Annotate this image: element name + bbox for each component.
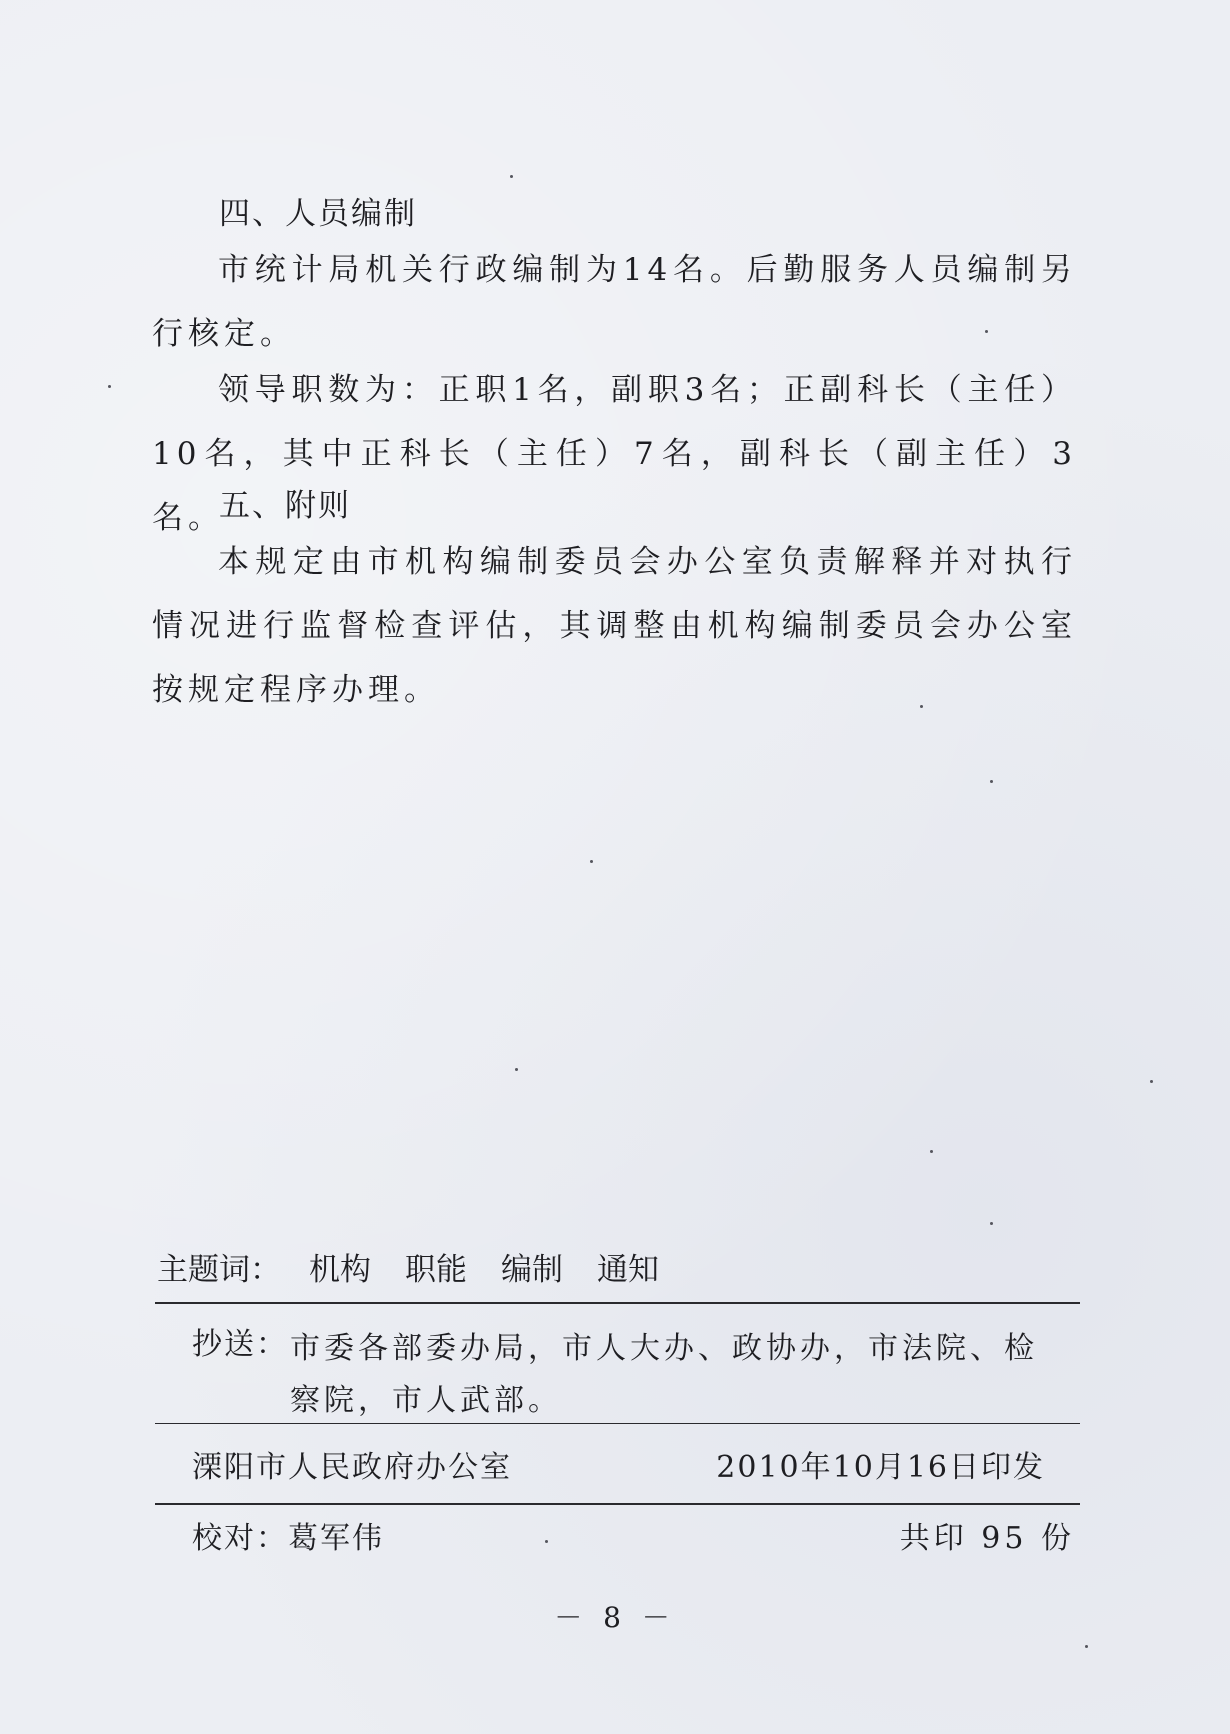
scan-speck — [108, 385, 111, 388]
section-5-paragraph-1: 本规定由市机构编制委员会办公室负责解释并对执行情况进行监督检查评估，其调整由机构编制委员会办公室按规定程序办理。 — [152, 544, 1077, 708]
section-5-heading: 五、附则 — [219, 488, 351, 524]
scan-speck — [545, 1540, 548, 1543]
divider-rule — [155, 1503, 1080, 1505]
issuing-office: 溧阳市人民政府办公室 — [192, 1450, 512, 1485]
section-4-paragraph-2: 领导职数为：正职1名，副职3名；正副科长（主任）10名，其中正科长（主任）7名，副科长（副主任）3名。 — [152, 372, 1077, 536]
cc-recipients: 市委各部委办局，市人大办、政协办，市法院、检察院，市人武部。 — [290, 1331, 1038, 1418]
section-4-heading: 四、人员编制 — [219, 196, 417, 232]
keyword: 职能 — [405, 1252, 467, 1288]
keywords-label: 主题词： — [157, 1252, 281, 1288]
keyword: 通知 — [597, 1252, 659, 1288]
scan-speck — [1085, 1645, 1088, 1648]
copy-count: 共印 95 份 — [899, 1521, 1075, 1556]
section-4-paragraph-1: 市统计局机关行政编制为14名。后勤服务人员编制另行核定。 — [152, 252, 1077, 352]
keyword: 机构 — [309, 1252, 371, 1288]
scan-speck — [990, 780, 993, 783]
page-number: － 8 － — [554, 1601, 676, 1634]
divider-rule — [155, 1302, 1080, 1304]
scan-speck — [985, 330, 988, 333]
subject-keywords — [157, 1250, 659, 1290]
scan-speck — [510, 175, 513, 178]
scan-speck — [920, 705, 923, 708]
proofreader: 校对：葛军伟 — [192, 1521, 384, 1556]
scan-speck — [930, 1150, 933, 1153]
scan-speck — [590, 860, 593, 863]
scan-speck — [515, 1068, 518, 1071]
cc-label: 抄送： — [192, 1327, 288, 1362]
scan-speck — [990, 1222, 993, 1225]
keyword: 编制 — [501, 1252, 563, 1288]
scan-speck — [1150, 1080, 1153, 1083]
divider-rule — [155, 1423, 1080, 1424]
issue-date: 2010年10月16日印发 — [716, 1450, 1045, 1485]
